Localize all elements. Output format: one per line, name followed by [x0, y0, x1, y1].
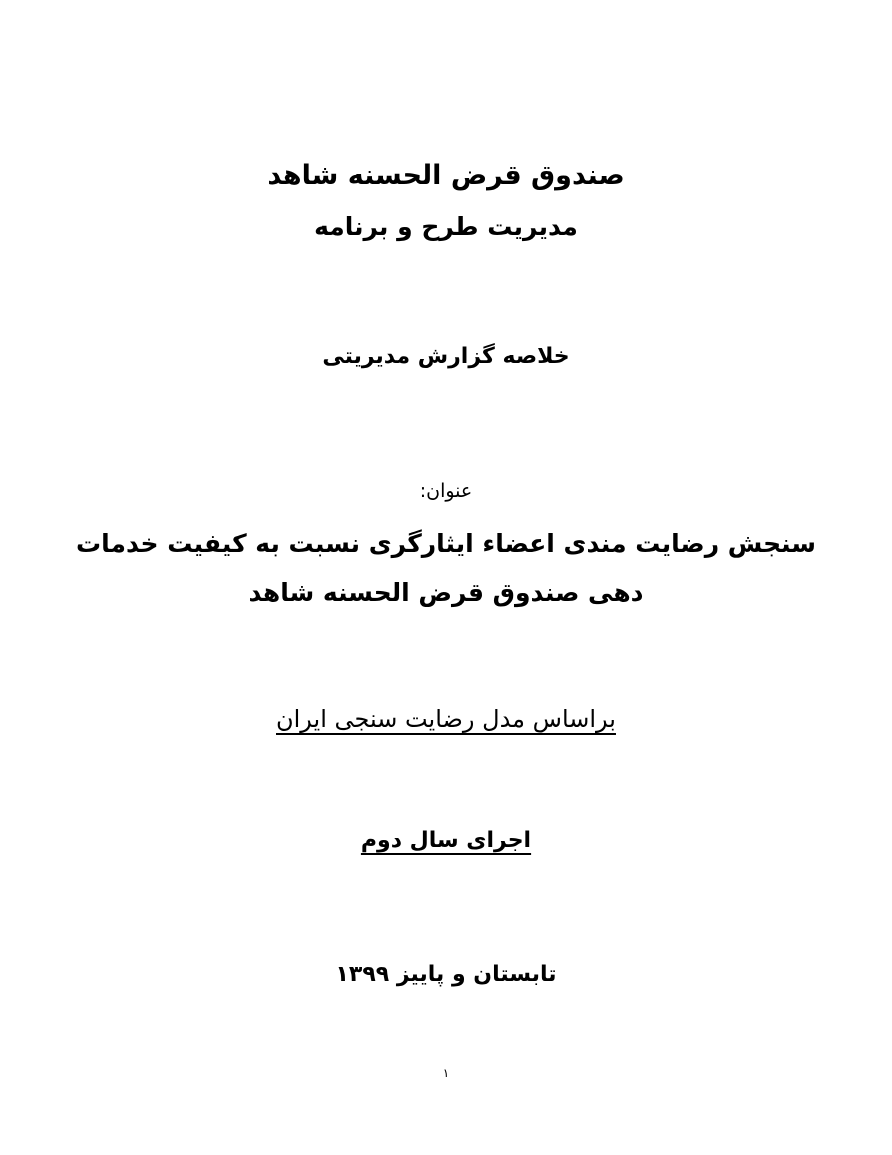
- report-title-line-1: سنجش رضایت مندی اعضاء ایثارگری نسبت به کیفیت خدمات: [76, 529, 816, 558]
- title-label: عنوان:: [419, 480, 473, 502]
- report-type: خلاصه گزارش مدیریتی: [322, 344, 570, 369]
- organization-name: صندوق قرض الحسنه شاهد: [267, 160, 625, 191]
- model-basis: براساس مدل رضایت سنجی ایران: [276, 705, 616, 733]
- page-number: ۱: [442, 1066, 450, 1080]
- report-period: تابستان و پاییز ۱۳۹۹: [335, 962, 557, 987]
- report-title-line-2: دهی صندوق قرض الحسنه شاهد: [248, 578, 644, 607]
- department-name: مدیریت طرح و برنامه: [314, 212, 578, 241]
- run-year: اجرای سال دوم: [360, 828, 532, 853]
